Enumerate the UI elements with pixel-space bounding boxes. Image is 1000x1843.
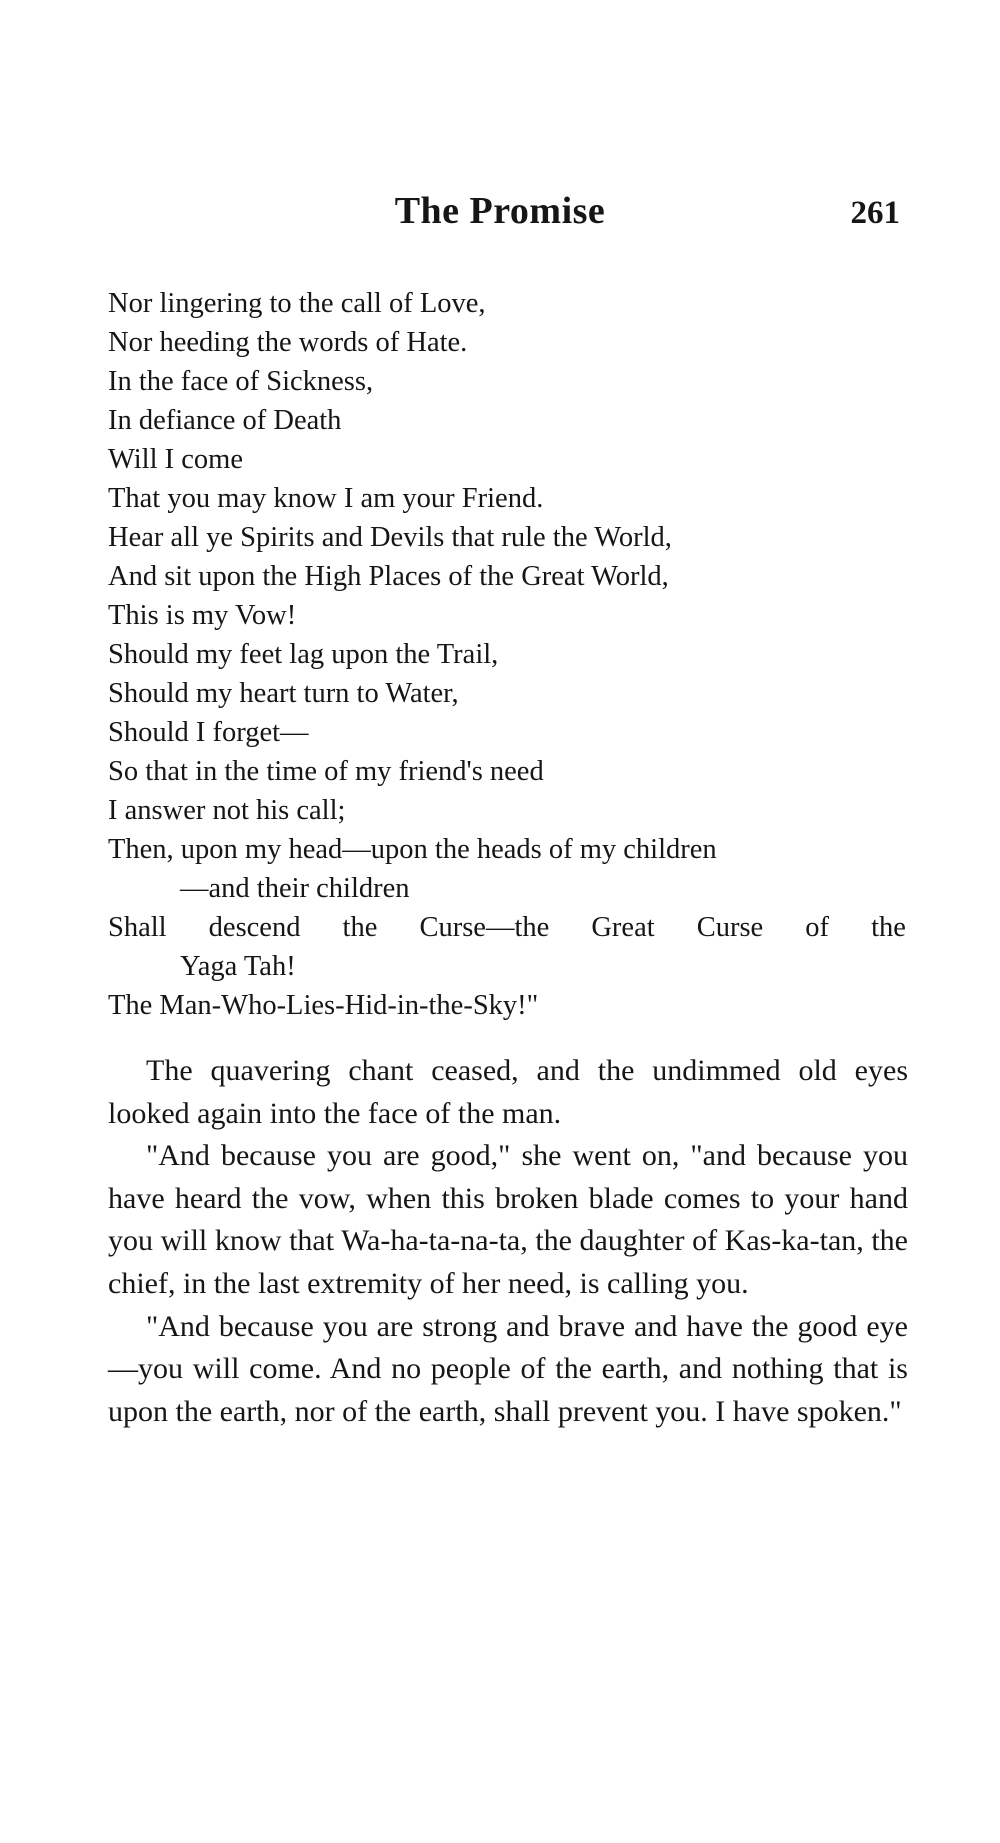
verse-line: So that in the time of my friend's need (108, 756, 544, 787)
prose-text (108, 1050, 908, 1433)
verse-line: Hear all ye Spirits and Devils that rule the World, (108, 522, 672, 553)
verse-line: Nor heeding the words of Hate. (108, 327, 468, 358)
verse-line: In the face of Sickness, (108, 366, 374, 397)
paragraph: The quavering chant ceased, and the undimmed old eyes looked again into the face of the man. (108, 1054, 908, 1130)
verse-word: the (342, 912, 378, 943)
verse-word: Great (591, 912, 655, 943)
verse-word: Curse—the (419, 912, 550, 943)
verse-word: of (805, 912, 830, 943)
verse-word: descend (208, 912, 301, 943)
verse-line: The Man-Who-Lies-Hid-in-the-Sky!" (108, 990, 539, 1021)
verse-line: Will I come (108, 444, 243, 475)
verse-line: This is my Vow! (108, 600, 297, 631)
verse-word: Curse (696, 912, 764, 943)
verse-line: And sit upon the High Places of the Great World, (108, 561, 669, 592)
paragraph: "And because you are good," she went on, "and because you have heard the vow, when this broken blade comes to your hand you will know that Wa-ha-ta-na-ta, the daughter of Kas-ka-tan, the chief, in the last extremity of her need, is calling you. (108, 1139, 908, 1300)
running-title: The Promise (394, 190, 606, 232)
verse-line-justified (108, 908, 906, 947)
verse-line: Should I forget— (108, 717, 309, 748)
paragraph: "And because you are strong and brave and have the good eye—you will come. And no people of the earth, and nothing that is upon the earth, nor of the earth, shall prevent you. I have spoken." (108, 1309, 908, 1428)
verse-line: Should my heart turn to Water, (108, 678, 459, 709)
verse-word: the (871, 912, 906, 943)
verse-line: Nor lingering to the call of Love, (108, 288, 486, 319)
verse-line: In defiance of Death (108, 405, 342, 436)
verse-line: Then, upon my head—upon the heads of my children (108, 834, 717, 865)
verse-line-continuation: Yaga Tah! (180, 951, 296, 982)
verse-line: I answer not his call; (108, 795, 346, 826)
verse-line: That you may know I am your Friend. (108, 483, 544, 514)
verse-line-continuation: —and their children (180, 873, 410, 904)
chant-verse (108, 284, 908, 1025)
page-number: 261 (850, 195, 900, 231)
verse-line: Should my feet lag upon the Trail, (108, 639, 499, 670)
verse-word: Shall (108, 912, 167, 943)
